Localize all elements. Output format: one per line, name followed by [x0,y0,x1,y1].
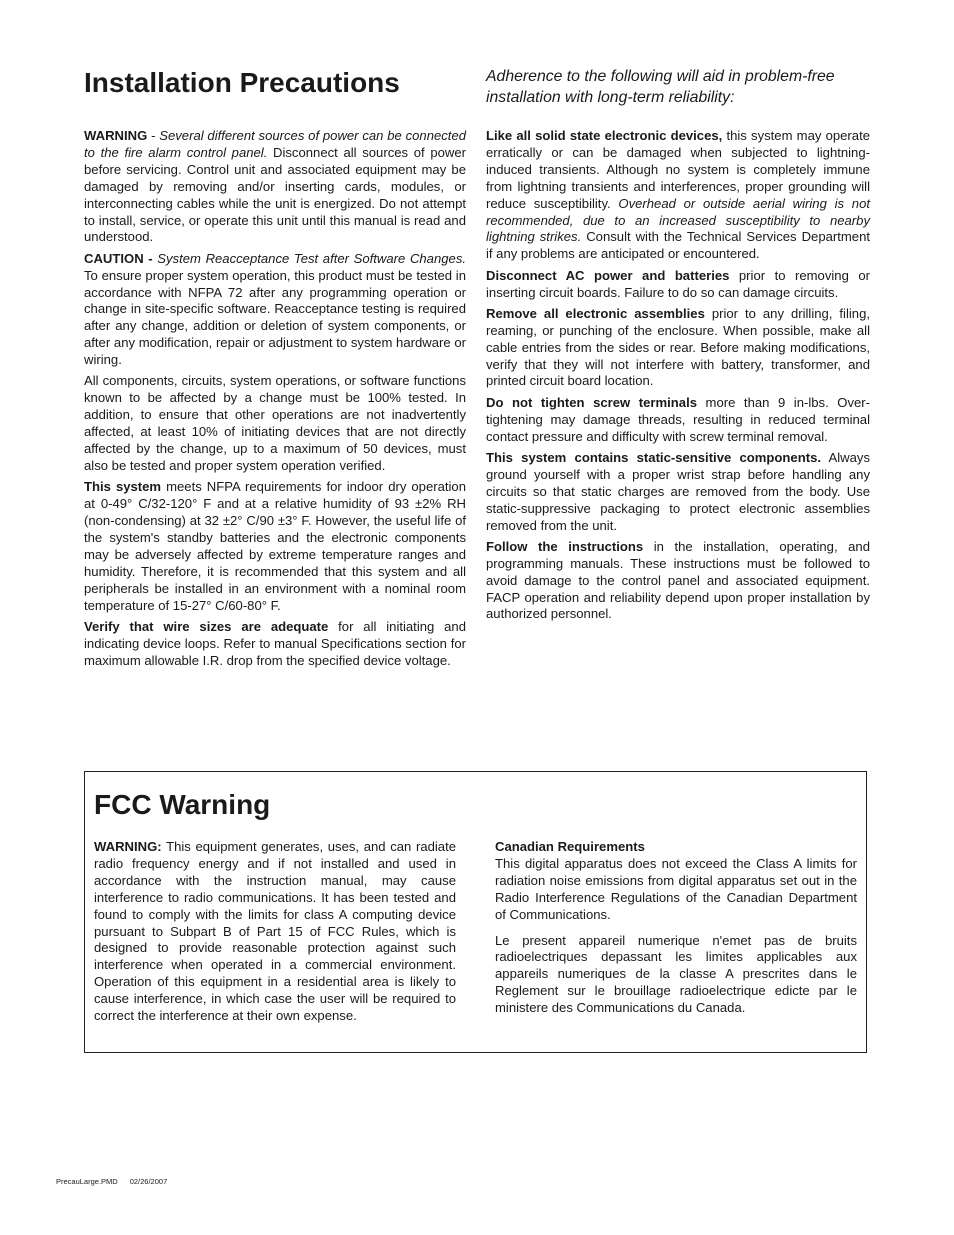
lightning-lead: Like all solid state electronic devices, [486,128,723,143]
disconnect-lead: Disconnect AC power and batteries [486,267,730,283]
fcc-warning-box [84,771,867,1053]
wire-size-body: for all initiating and indicating device loops. Refer to manual Specifications section for maximum allowable I.R. drop from the specified device voltage. [84,618,466,668]
fcc-left-column [94,839,456,1025]
caution-lead: CAUTION - [84,250,158,266]
intro-text: Adherence to the following will aid in problem-free installation with long-term reliability: [486,68,835,106]
static-paragraph: This system contains static-sensitive components. Always ground yourself with a proper wrist strap before handling any circuits so that static charges are removed from the body. Use static-suppressive packaging to protect electronic assemblies removed from the unit. [486,449,871,533]
environment-lead: This system [84,479,162,495]
lightning-emphasis: Overhead or outside aerial wiring is not recommended, due to an increased susceptibility to nearby lightning strikes. [486,195,870,245]
fcc-warning-paragraph [94,839,456,1025]
remove-assemblies-paragraph: Remove all electronic assemblies prior to any drilling, filing, reaming, or punching of the enclosure. When possible, make all cable entries from the sides or rear. Before making modifications, verify that they will not interfere with battery, transformer, and printed circuit board location. [486,305,870,389]
french-paragraph: Le present appareil numerique n'emet pas de bruits radioelectriques depassant les limites applicables aux appareils numeriques de la classe A prescrites dans le Reglement sur le brouillage radioelectrique edicte par le ministere des Communications du Canada. [495,932,857,1016]
static-lead: This system contains static-sensitive components. [486,449,821,465]
footer-filename: PrecauLarge.PMD [56,1177,118,1186]
wire-size-paragraph [84,619,466,670]
testing-paragraph: All components, circuits, system operations, or software functions known to be affected by a change must be 100% tested. In addition, to ensure that other operations are not inadvertently affected, at least 10% of initiating devices that are not directly affected by the change, up to a maximum of 50 devices, must also be tested and proper system operation verified. [84,373,466,473]
warning-paragraph: WARNING - Several different sources of power can be connected to the fire alarm control panel. Disconnect all sources of power before servicing. Control unit and associated equipment may be damaged by removing and/or inserting cards, modules, or interconnecting cables while the unit is energized. Do not attempt to install, service, or operate this unit until this manual is read and understood. [84,128,467,245]
remove-assemblies-lead: Remove all electronic assemblies [486,305,705,321]
environment-paragraph [84,479,466,614]
footer-date: 02/26/2007 [129,1177,168,1186]
disconnect-paragraph: Disconnect AC power and batteries prior to removing or inserting circuit boards. Failure to do so can damage circuits. [486,267,870,300]
canadian-heading: Canadian Requirements [495,839,645,854]
fcc-right-column [495,839,857,1017]
screw-terminals-lead: Do not tighten screw terminals [486,394,697,410]
lightning-paragraph: Like all solid state electronic devices, this system may operate erratically or can be damaged when subjected to lightning-induced transients. Although no system is completely immune from lightning transients and interferences, proper grounding will reduce susceptibility. Overhead or outside aerial wiring is not recommended, due to an increased susceptibility to nearby lightning strikes. Consult with the Technical Services Department if any problems are anticipated or encountered. [486,128,870,262]
wire-size-lead: Verify that wire sizes are adequate [84,618,329,634]
right-column [486,128,870,623]
instructions-lead: Follow the instructions [486,538,644,554]
warning-body: Disconnect all sources of power before servicing. Control unit and associated equipment may be damaged by removing and/or inserting cards, modules, or interconnecting cables while the unit is energized. Do not attempt to install, service, or operate this unit until this manual is read and understood. [84,144,466,245]
warning-emphasis: Several different sources of power can be connected to the fire alarm control panel. [84,128,467,160]
fcc-warning-body: This equipment generates, uses, and can radiate radio frequency energy and if not installed and used in accordance with the instruction manual, may cause interference to radio communications. It has been tested and found to comply with the limits for class A computing device pursuant to Subpart B of Part 15 of FCC Rules, which is designed to provide reasonable protection against such interference when operated in a commercial environment. Operation of this equipment in a residential area is likely to cause interference, in which case the user will be required to correct the interference at their own expense. [94,839,456,1024]
environment-body: meets NFPA requirements for indoor dry operation at 0-49° C/32-120° F and at a relative humidity of 93 ±2% RH (non-condensing) at 32 ±2° C/90 ±3° F. However, the useful life of the system's standby batteries and the electronic components may be adversely affected by extreme temperature ranges and humidity. Therefore, it is recommended that this system and all peripherals be installed in an environment with a nominal room temperature of 15-27° C/60-80° F. [84,479,467,613]
left-column [84,128,466,670]
caution-emphasis: System Reacceptance Test after Software Changes. [157,250,466,266]
caution-paragraph [84,251,466,369]
instructions-paragraph: Follow the instructions in the installation, operating, and programming manuals. These instructions must be followed to avoid damage to the control panel and associated equipment. FACP operation and reliability depend upon proper installation by authorized personnel. [486,538,870,622]
page-title: Installation Precautions [84,67,400,98]
fcc-warning-lead: WARNING: [94,839,162,854]
warning-lead: WARNING [84,128,148,143]
caution-body: To ensure proper system operation, this product must be tested in accordance with NFPA 72 after any programming operation or change in site-specific software. Reacceptance testing is required after any change, addition or deletion of system components, or after any modification, repair or adjustment to system hardware or wiring. [84,267,466,368]
footer [56,1177,167,1186]
canadian-paragraph: This digital apparatus does not exceed the Class A limits for radiation noise emissions from digital apparatus set out in the Radio Interference Regulations of the Canadian Department of Communications. [495,855,857,922]
screw-terminals-paragraph: Do not tighten screw terminals more than 9 in-lbs. Over-tightening may damage threads, resulting in reduced terminal contact pressure and difficulty with screw terminal removal. [486,394,871,444]
fcc-title: FCC Warning [94,789,271,820]
